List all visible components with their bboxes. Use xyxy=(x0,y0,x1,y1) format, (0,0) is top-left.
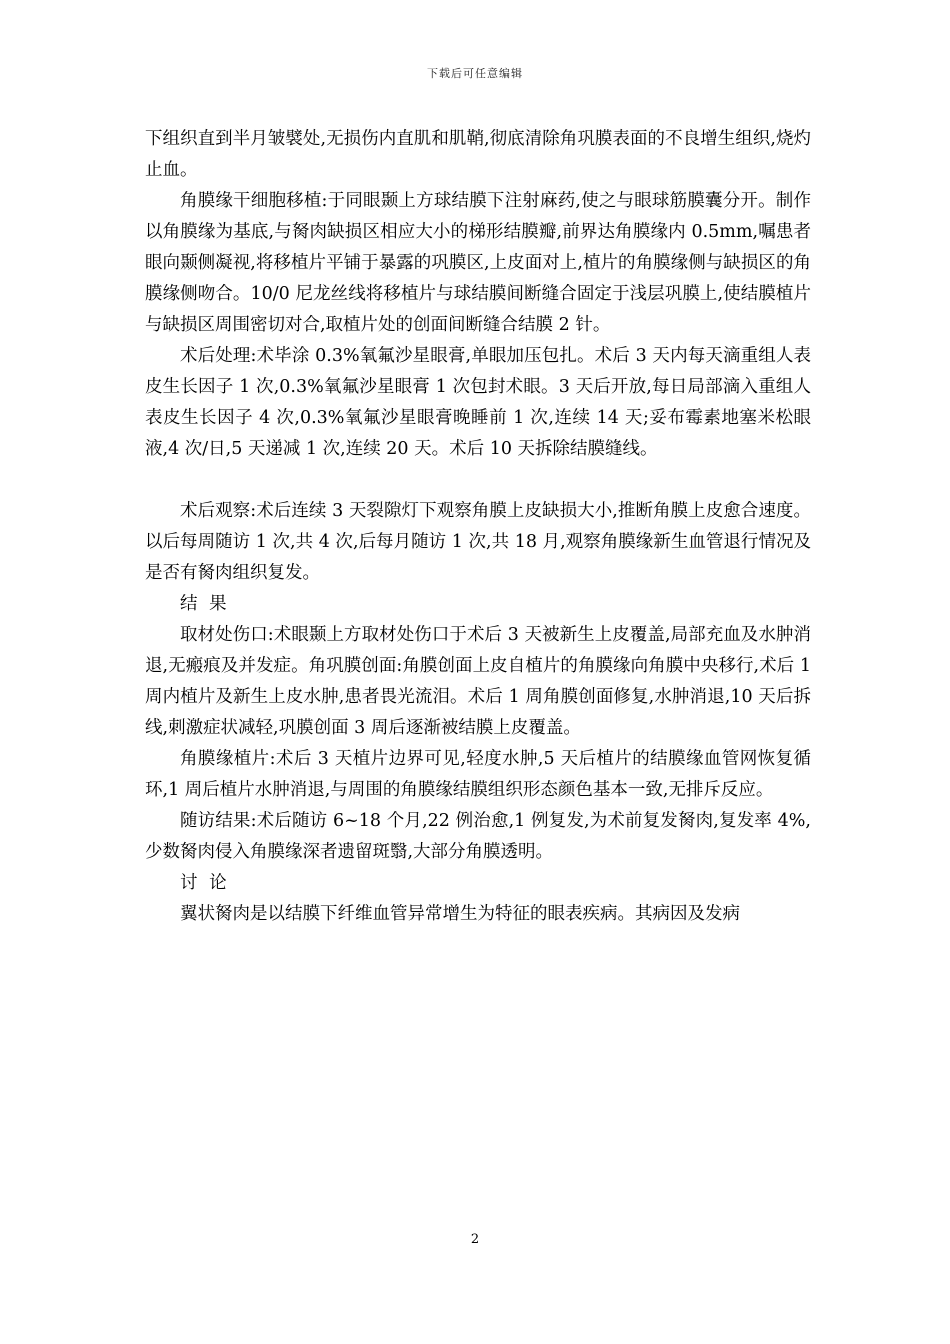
document-body xyxy=(145,124,811,930)
paragraph-postoperative-observation: 术后观察:术后连续 3 天裂隙灯下观察角膜上皮缺损大小,推断角膜上皮愈合速度。以后每周随访 1 次,共 4 次,后每月随访 1 次,共 18 月,观察角膜缘新生血管退行情况及是否有胬肉组织复发。 xyxy=(145,501,811,583)
paragraph-discussion-start: 翼状胬肉是以结膜下纤维血管异常增生为特征的眼表疾病。其病因及发病 xyxy=(180,904,740,924)
section-heading-discussion: 讨 论 xyxy=(180,873,227,893)
paragraph-donor-site-wound: 取材处伤口:术眼颞上方取材处伤口于术后 3 天被新生上皮覆盖,局部充血及水肿消退,无瘢痕及并发症。角巩膜创面:角膜创面上皮自植片的角膜缘向角膜中央移行,术后 1 周内植片及新生上皮水肿,患者畏光流泪。术后 1 周角膜创面修复,水肿消退,10 天后拆线,刺激症状减轻,巩膜创面 3 周后逐渐被结膜上皮覆盖。 xyxy=(145,625,811,738)
section-heading-results: 结 果 xyxy=(180,594,227,614)
paragraph-limbal-graft: 角膜缘植片:术后 3 天植片边界可见,轻度水肿,5 天后植片的结膜缘血管网恢复循环,1 周后植片水肿消退,与周围的角膜缘结膜组织形态颜色基本一致,无排斥反应。 xyxy=(145,749,811,800)
page-number: 2 xyxy=(470,1232,480,1247)
paragraph-follow-up-results: 随访结果:术后随访 6~18 个月,22 例治愈,1 例复发,为术前复发胬肉,复发率 4%,少数胬肉侵入角膜缘深者遗留斑翳,大部分角膜透明。 xyxy=(145,811,811,862)
paragraph-postoperative-treatment: 术后处理:术毕涂 0.3%氧氟沙星眼膏,单眼加压包扎。术后 3 天内每天滴重组人表皮生长因子 1 次,0.3%氧氟沙星眼膏 1 次包封术眼。3 天后开放,每日局部滴入重组人表皮生长因子 4 次,0.3%氧氟沙星眼膏晚睡前 1 次,连续 14 天;妥布霉素地塞米松眼液,4 次/日,5 天递减 1 次,连续 20 天。术后 10 天拆除结膜缝线。 xyxy=(145,346,811,459)
paragraph-limbal-stem-cell-transplant: 角膜缘干细胞移植:于同眼颞上方球结膜下注射麻药,使之与眼球筋膜囊分开。制作以角膜缘为基底,与胬肉缺损区相应大小的梯形结膜瓣,前界达角膜缘内 0.5mm,嘱患者眼向颞侧凝视,将移植片平铺于暴露的巩膜区,上皮面对上,植片的角膜缘侧与缺损区的角膜缘侧吻合。10/0 尼龙丝线将移植片与球结膜间断缝合固定于浅层巩膜上,使结膜植片与缺损区周围密切对合,取植片处的创面间断缝合结膜 2 针。 xyxy=(145,191,811,335)
paragraph-excision-continued: 下组织直到半月皱襞处,无损伤内直肌和肌鞘,彻底清除角巩膜表面的不良增生组织,烧灼止血。 xyxy=(145,129,811,180)
page-header: 下载后可任意编辑 xyxy=(427,67,523,80)
